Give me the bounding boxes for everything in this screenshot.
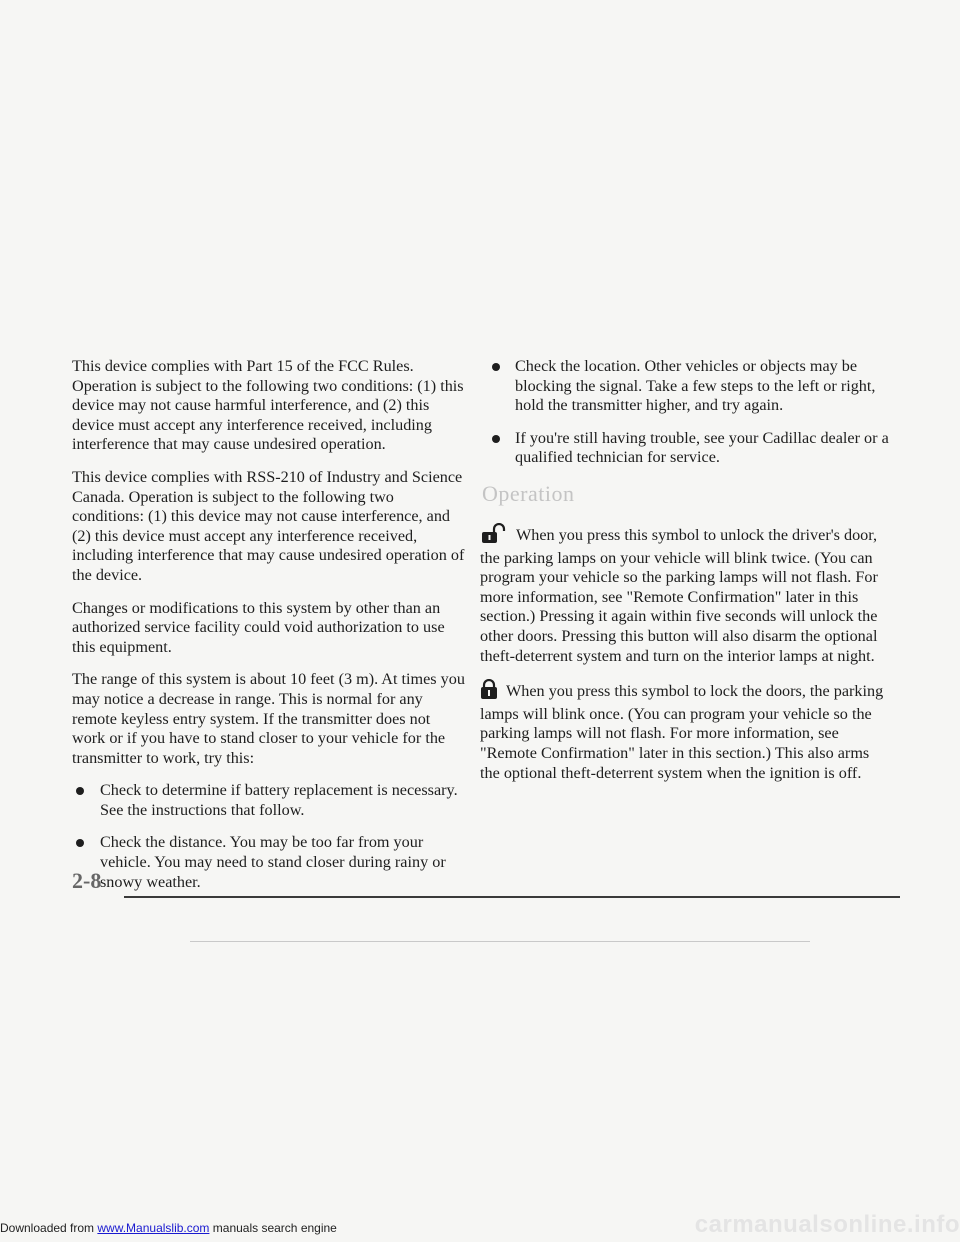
bullet-icon	[492, 435, 500, 443]
list-item	[480, 429, 890, 468]
rss-paragraph: This device complies with RSS-210 of Industry and Science Canada. Operation is subject to the following two conditions: (1) this device may not cause interference, and (2) this device must accept any interference received, including interference that may cause undesired operation of the device.	[72, 467, 465, 584]
list-item	[72, 833, 467, 892]
page-number: 2-8	[72, 868, 102, 893]
footer-divider	[124, 896, 900, 898]
bullet-icon	[492, 363, 500, 371]
section-heading: Operation	[482, 480, 575, 506]
lock-icon	[480, 679, 498, 705]
range-paragraph: The range of this system is about 10 feet (3 m). At times you may notice a decrease in range. This is normal for any remote keyless entry system. If the transmitter does not work or if you have to stand closer to your vehicle for the transmitter to work, try this:	[72, 670, 465, 767]
list-item	[72, 781, 467, 820]
list-item	[480, 357, 890, 416]
modifications-paragraph: Changes or modifications to this system by other than an authorized service facility could void authorization to use this equipment.	[72, 598, 445, 656]
left-column	[72, 357, 467, 905]
bullet-text: If you're still having trouble, see your Cadillac dealer or a qualified technician for service.	[515, 428, 889, 467]
lock-text: When you press this symbol to lock the doors, the parking lamps will blink once. (You can program your vehicle so the parking lamps will not flash. For more information, see "Remote Confirmation" later in this section.) This also arms the optional theft-deterrent system when the ignition is off.	[480, 682, 884, 782]
right-column	[480, 357, 890, 796]
lock-paragraph	[480, 679, 890, 783]
bullet-text: Check the distance. You may be too far from your vehicle. You may need to stand closer during rainy or snowy weather.	[100, 833, 446, 891]
unlock-paragraph	[480, 523, 890, 666]
unlock-text: When you press this symbol to unlock the driver's door, the parking lamps on your vehicle will blink twice. (You can program your vehicle so the parking lamps will not flash. For more information, see "Remote Confirmation" later in this section.) Pressing it again within five seconds will unlock the other doors. Pressing this button will also disarm the optional theft-deterrent system and turn on the interior lamps at night.	[480, 525, 878, 665]
scan-divider	[190, 941, 810, 942]
download-suffix: manuals search engine	[209, 1221, 337, 1235]
unlock-icon	[480, 523, 508, 549]
bullet-text: Check the location. Other vehicles or objects may be blocking the signal. Take a few steps to the left or right, hold the transmitter higher, and try again.	[515, 357, 876, 415]
manualslib-link[interactable]: www.Manualslib.com	[97, 1221, 210, 1235]
bullet-text: Check to determine if battery replacement is necessary. See the instructions that follow.	[100, 781, 458, 819]
watermark: carmanualsonline.info	[694, 1211, 960, 1238]
bullet-icon	[76, 787, 84, 795]
fcc-paragraph: This device complies with Part 15 of the FCC Rules. Operation is subject to the following two conditions: (1) this device may not cause harmful interference, and (2) this device must accept any interference received, including interference that may cause undesired operation.	[72, 357, 464, 454]
download-note	[0, 1221, 337, 1235]
download-prefix: Downloaded from	[0, 1221, 98, 1235]
bullet-icon	[76, 839, 84, 847]
